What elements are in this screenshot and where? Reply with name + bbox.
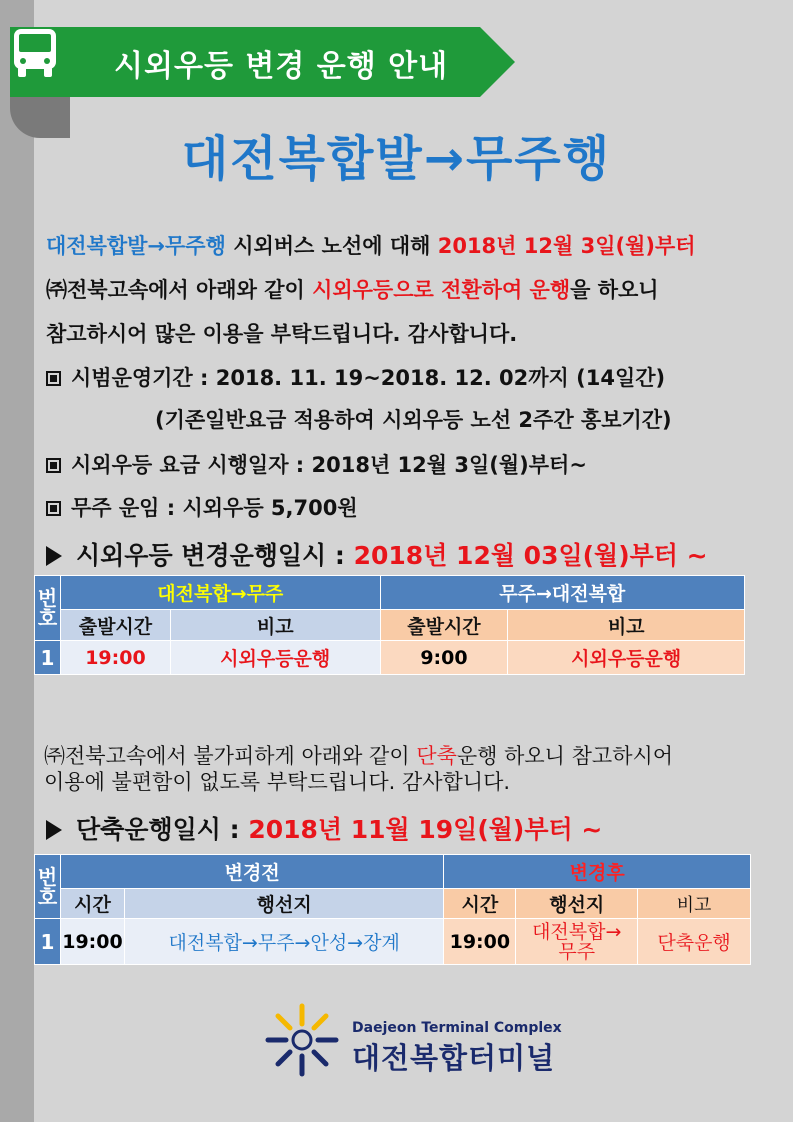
- intro-line-2: [46, 274, 659, 304]
- banner-title: 시외우등 변경 운행 안내: [114, 49, 449, 84]
- table2-dest-1: 대전복합→무주→안성→장계: [124, 919, 443, 965]
- table1-time-1: 19:00: [60, 641, 170, 675]
- notice2-highlight: 단축: [416, 744, 457, 768]
- item-fare-date: [46, 449, 587, 479]
- table2-after-header: 변경후: [444, 855, 751, 889]
- terminal-logo: [262, 1000, 562, 1080]
- table1-col-depart-2: 출발시간: [380, 610, 508, 641]
- sun-logo-icon: [262, 1000, 342, 1080]
- table2-time-2: 19:00: [444, 919, 516, 965]
- notice2-line-2: 이용에 불편함이 없도록 부탁드립니다. 감사합니다.: [44, 770, 511, 794]
- table1-num-header: 번호: [35, 576, 61, 641]
- item-fare: [46, 492, 358, 522]
- section2-label: 단축운행일시 :: [76, 815, 249, 844]
- item-fare-text: 무주 운임 : 시외우등 5,700원: [71, 496, 358, 520]
- table2-dest-2: 대전복합→무주: [516, 919, 638, 965]
- table1-note-2: 시외우등운행: [508, 641, 745, 675]
- bus-icon: [10, 27, 60, 79]
- square-bullet-icon: [46, 501, 61, 516]
- section2-heading: [46, 810, 602, 846]
- table1-col-depart-1: 출발시간: [60, 610, 170, 641]
- item-fare-date-text: 시외우등 요금 시행일자 : 2018년 12월 3일(월)부터~: [71, 453, 587, 477]
- intro-highlight: 시외우등으로 전환하여 운행: [312, 278, 571, 302]
- table2-before-header: 변경전: [60, 855, 443, 889]
- intro-text-2: ㈜전북고속에서 아래와 같이: [46, 278, 313, 302]
- intro-text-1: 시외버스 노선에 대해: [225, 234, 438, 258]
- schedule-table: [34, 575, 745, 675]
- intro-route: 대전복합발→무주행: [46, 234, 226, 258]
- table2-col-dest-1: 행선지: [124, 889, 443, 919]
- table1-col-note-2: 비고: [508, 610, 745, 641]
- logo-name: 대전복합터미널: [352, 1041, 556, 1075]
- intro-date: 2018년 12월 3일(월)부터: [437, 234, 696, 258]
- logo-subtitle: Daejeon Terminal Complex: [352, 1020, 562, 1036]
- notice2-text-2: 운행 하오니 참고하시어: [456, 744, 674, 768]
- section2-date: 2018년 11월 19일(월)부터 ~: [248, 815, 603, 844]
- table1-right-header: 무주→대전복합: [380, 576, 744, 610]
- table2-col-dest-2: 행선지: [516, 889, 638, 919]
- table2-num-header: 번호: [35, 855, 61, 919]
- table1-left-header: 대전복합→무주: [60, 576, 380, 610]
- table1-time-2: 9:00: [380, 641, 508, 675]
- table1-row-num: 1: [35, 641, 61, 675]
- main-title: 대전복합발→무주행: [181, 131, 612, 187]
- banner: [10, 27, 515, 97]
- table2-col-time-2: 시간: [444, 889, 516, 919]
- table1-note-1: 시외우등운행: [170, 641, 380, 675]
- section1-label: 시외우등 변경운행일시 :: [76, 541, 354, 570]
- table2-time-1: 19:00: [60, 919, 124, 965]
- intro-line-1: [46, 230, 696, 260]
- triangle-bullet-icon: [46, 546, 62, 566]
- table2-note: 단축운행: [638, 919, 751, 965]
- notice2-text-1: ㈜전북고속에서 불가피하게 아래와 같이: [44, 744, 417, 768]
- table2-col-time-1: 시간: [60, 889, 124, 919]
- square-bullet-icon: [46, 371, 61, 386]
- item-trial-text: 시범운영기간 : 2018. 11. 19~2018. 12. 02까지 (14일간): [71, 366, 666, 390]
- intro-line-3: 참고하시어 많은 이용을 부탁드립니다. 감사합니다.: [46, 322, 518, 346]
- table2-col-note: 비고: [638, 889, 751, 919]
- triangle-bullet-icon: [46, 820, 62, 840]
- item-trial-note: (기존일반요금 적용하여 시외우등 노선 2주간 홍보기간): [155, 408, 672, 432]
- intro-text-3: 을 하오니: [570, 278, 659, 302]
- square-bullet-icon: [46, 458, 61, 473]
- table2-row-num: 1: [35, 919, 61, 965]
- table1-col-note-1: 비고: [170, 610, 380, 641]
- section1-heading: [46, 536, 708, 572]
- section1-date: 2018년 12월 03일(월)부터 ~: [353, 541, 708, 570]
- item-trial: [46, 362, 665, 392]
- shortened-table: [34, 854, 751, 965]
